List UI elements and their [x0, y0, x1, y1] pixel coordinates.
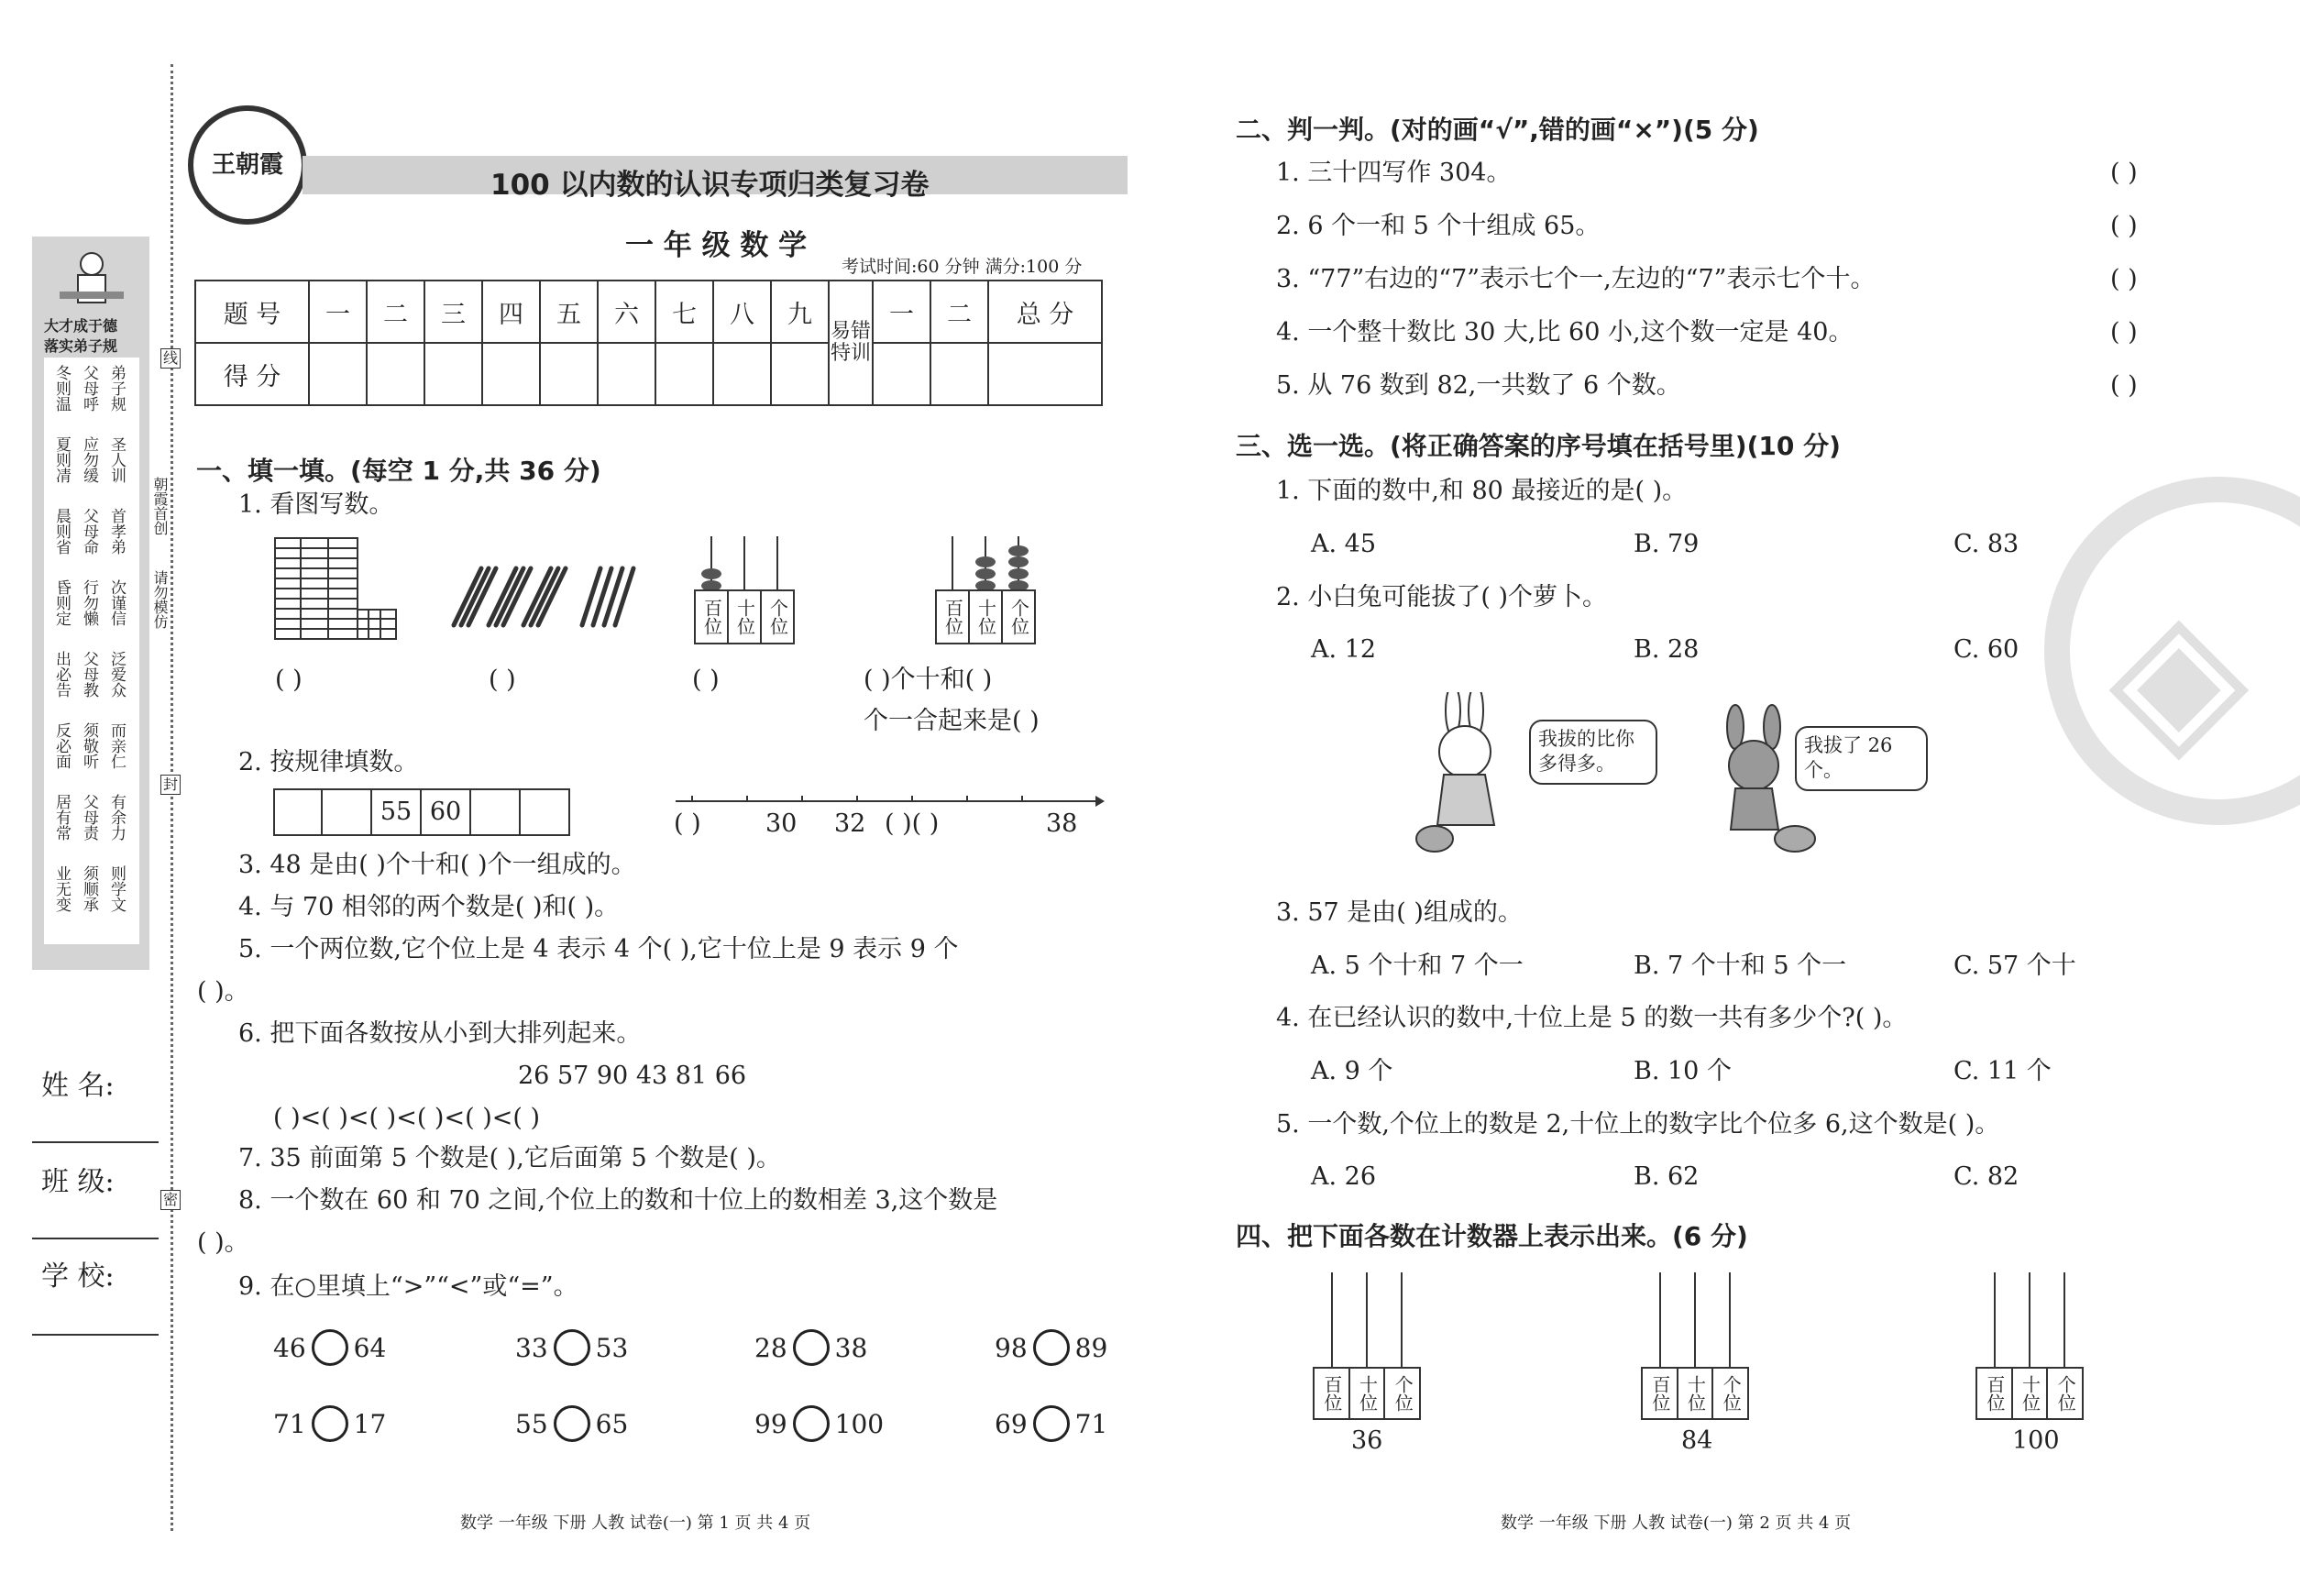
q1-blank-2[interactable]: ( ) [489, 666, 516, 694]
q1-sticks [445, 561, 646, 638]
s3-q4-text[interactable]: 4. 在已经认识的数中,十位上是 5 的数一共有多少个?( )。 [1276, 1004, 1908, 1032]
compare-item[interactable]: 46 64 [273, 1329, 386, 1366]
abacus-label-hundreds: 百位 [696, 591, 729, 643]
s3-q4-option-a[interactable]: A. 9 个 [1311, 1057, 1393, 1085]
motto-column: 应勿缓 [80, 436, 98, 483]
s3-q2-option-c[interactable]: C. 60 [1953, 635, 2019, 664]
motto-column: 父母命 [80, 508, 98, 555]
motto-column: 须顺承 [80, 865, 98, 912]
abacus-label-ones: 个位 [2054, 1375, 2077, 1412]
motto-column: 首孝弟 [107, 508, 126, 555]
seq-box: 55 [372, 788, 422, 836]
class-field[interactable] [32, 1238, 159, 1239]
q2-tick-label[interactable]: ( ) [674, 809, 701, 838]
section-1-title: 一、填一填。(每空 1 分,共 36 分) [196, 456, 601, 486]
seq-box[interactable] [323, 788, 372, 836]
abacus-label-ones: 个位 [1720, 1375, 1743, 1412]
abacus-label-tens: 十位 [1678, 1369, 1714, 1418]
section-2-title: 二、判一判。(对的画“√”,错的画“×”)(5 分) [1236, 115, 1759, 145]
school-field[interactable] [32, 1334, 159, 1336]
judge-item: 4. 一个整十数比 30 大,比 60 小,这个数一定是 40。 [1276, 318, 1854, 347]
score-cell[interactable] [540, 343, 598, 405]
s3-q5-text[interactable]: 5. 一个数,个位上的数是 2,十位上的数字比个位多 6,这个数是( )。 [1276, 1110, 2000, 1139]
q1-abacus-2 [935, 536, 1036, 646]
q6-numbers: 26 57 90 43 81 66 [518, 1062, 747, 1090]
compare-item[interactable]: 98 89 [995, 1329, 1107, 1366]
score-cell[interactable] [930, 343, 988, 405]
s4-number-3: 100 [2012, 1426, 2060, 1455]
q1-blank-3[interactable]: ( ) [692, 666, 720, 694]
binding-mark-1: 线 [160, 348, 181, 369]
motto-column: 父母呼 [80, 365, 98, 412]
q7-text[interactable]: 7. 35 前面第 5 个数是( ),它后面第 5 个数是( )。 [238, 1144, 781, 1172]
motto-column: 圣人训 [107, 436, 126, 483]
score-row-label: 得 分 [195, 343, 309, 405]
motto-column: 反必面 [52, 722, 71, 769]
compare-circle [312, 1405, 348, 1442]
motto-column: 有余力 [107, 794, 126, 841]
motto-column: 居有常 [52, 794, 71, 841]
motto-column: 出必告 [52, 651, 71, 698]
sidebar-illustration [50, 246, 133, 310]
q2-tick-label: 32 [834, 809, 866, 838]
motto-column: 则学文 [107, 865, 126, 912]
motto-column: 须敬听 [80, 722, 98, 769]
compare-item[interactable]: 55 65 [515, 1405, 628, 1442]
s4-number-2: 84 [1681, 1426, 1713, 1455]
s3-q2-option-a[interactable]: A. 12 [1311, 635, 1377, 664]
s3-q3-option-a[interactable]: A. 5 个十和 7 个一 [1311, 952, 1524, 980]
abacus-label-tens: 十位 [2013, 1369, 2049, 1418]
section-3-title: 三、选一选。(将正确答案的序号填在括号里)(10 分) [1236, 431, 1841, 461]
q8-text-b[interactable]: ( )。 [197, 1228, 249, 1257]
abacus-label-ones: 个位 [766, 599, 789, 635]
motto-column: 行勿懒 [80, 579, 98, 626]
name-field[interactable] [32, 1141, 159, 1143]
compare-item[interactable]: 99 100 [754, 1405, 884, 1442]
score-header-cell: 六 [598, 281, 655, 343]
score-cell[interactable] [424, 343, 482, 405]
score-header-cell: 一 [873, 281, 930, 343]
score-cell[interactable] [713, 343, 771, 405]
motto-column: 冬则温 [52, 365, 71, 412]
score-header-cell: 九 [771, 281, 829, 343]
speech-bubble-1: 我拔的比你多得多。 [1529, 720, 1657, 785]
q3-text[interactable]: 3. 48 是由( )个十和( )个一组成的。 [238, 851, 636, 879]
abacus-label-hundreds: 百位 [1315, 1369, 1350, 1418]
score-header-cell: 一 [309, 281, 367, 343]
motto-column: 弟子规 [107, 365, 126, 412]
s3-q1-option-a[interactable]: A. 45 [1311, 530, 1377, 558]
judge-item: 3. “77”右边的“7”表示七个一,左边的“7”表示七个十。 [1276, 265, 1876, 293]
page-footer-left: 数学 一年级 下册 人教 试卷(一) 第 1 页 共 4 页 [460, 1513, 811, 1533]
binding-mark-2: 封 [160, 775, 181, 795]
q6-order-line[interactable]: ( )<( )<( )<( )<( )<( ) [273, 1104, 541, 1132]
q6-text: 6. 把下面各数按从小到大排列起来。 [238, 1019, 642, 1048]
binding-dotted-line [171, 64, 173, 1531]
school-label: 学 校: [41, 1260, 115, 1293]
score-cell[interactable] [482, 343, 540, 405]
compare-circle [1033, 1329, 1070, 1366]
q1-blank-1[interactable]: ( ) [275, 666, 303, 694]
motto-column: 而亲仁 [107, 722, 126, 769]
compare-circle [793, 1405, 830, 1442]
score-cell[interactable] [988, 343, 1102, 405]
judge-answer-blank[interactable]: ( ) [2110, 212, 2138, 240]
abacus-label-tens: 十位 [729, 591, 762, 643]
judge-answer-blank[interactable]: ( ) [2110, 159, 2138, 187]
page-footer-right: 数学 一年级 下册 人教 试卷(一) 第 2 页 共 4 页 [1501, 1513, 1852, 1533]
s3-q3-option-c[interactable]: C. 57 个十 [1953, 952, 2076, 980]
seq-box[interactable] [521, 788, 570, 836]
abacus-label-hundreds: 百位 [1643, 1369, 1678, 1418]
page-title: 100 以内数的认识专项归类复习卷 [490, 169, 930, 202]
judge-answer-blank[interactable]: ( ) [2110, 318, 2138, 347]
s3-q1-option-c[interactable]: C. 83 [1953, 530, 2019, 558]
binding-mark-3: 密 [160, 1190, 181, 1210]
brand-logo [188, 105, 307, 225]
strip-text-1: 朝霞首创 [151, 477, 169, 535]
motto-column: 夏则凊 [52, 436, 71, 483]
judge-answer-blank[interactable]: ( ) [2110, 265, 2138, 293]
q1-last-line-2[interactable]: 个一合起来是( ) [864, 707, 1040, 735]
q1-text: 1. 看图写数。 [238, 490, 394, 519]
s4-abacus-3[interactable] [1975, 1272, 2084, 1419]
judge-item: 1. 三十四写作 304。 [1276, 159, 1512, 187]
s4-number-1: 36 [1351, 1426, 1383, 1455]
q5-text-b[interactable]: ( )。 [197, 977, 249, 1006]
motto-column: 次谨信 [107, 579, 126, 626]
sidebar-caption-2: 落实弟子规 [44, 337, 118, 355]
s4-abacus-1[interactable] [1313, 1272, 1421, 1419]
q1-hundred-block [273, 536, 400, 645]
rabbit-white-illustration [1403, 692, 1549, 857]
q5-text-a[interactable]: 5. 一个两位数,它个位上是 4 表示 4 个( ),它十位上是 9 表示 9 个 [238, 935, 959, 963]
motto-column: 父母教 [80, 651, 98, 698]
s3-q5-option-b[interactable]: B. 62 [1634, 1162, 1700, 1191]
s3-q1-text[interactable]: 1. 下面的数中,和 80 最接近的是( )。 [1276, 477, 1688, 505]
score-header-cell: 七 [655, 281, 713, 343]
q9-text: 9. 在○里填上“>”“<”或“=”。 [238, 1272, 578, 1301]
section-4-title: 四、把下面各数在计数器上表示出来。(6 分) [1236, 1221, 1748, 1251]
abacus-label-hundreds: 百位 [1977, 1369, 2013, 1418]
page-subtitle: 一 年 级 数 学 [625, 229, 808, 262]
compare-item[interactable]: 69 71 [995, 1405, 1107, 1442]
s3-q3-option-b[interactable]: B. 7 个十和 5 个一 [1634, 952, 1847, 980]
score-header-cell: 八 [713, 281, 771, 343]
brand-name: 王朝霞 [211, 151, 283, 179]
score-header-cell: 五 [540, 281, 598, 343]
sidebar-caption-1: 大才成于德 [44, 317, 118, 335]
score-cell[interactable] [771, 343, 829, 405]
exam-info: 考试时间:60 分钟 满分:100 分 [842, 257, 1083, 277]
abacus-label-tens: 十位 [1350, 1369, 1386, 1418]
score-header-cell: 二 [930, 281, 988, 343]
score-header-label: 题 号 [195, 281, 309, 343]
judge-item: 2. 6 个一和 5 个十组成 65。 [1276, 212, 1601, 240]
q2-tick-label: 38 [1046, 809, 1078, 838]
score-header-cell: 三 [424, 281, 482, 343]
s3-q4-option-c[interactable]: C. 11 个 [1953, 1057, 2052, 1085]
s3-q1-option-b[interactable]: B. 79 [1634, 530, 1700, 558]
seq-box: 60 [422, 788, 471, 836]
class-label: 班 级: [41, 1166, 115, 1198]
seq-box[interactable] [273, 788, 323, 836]
compare-item[interactable]: 33 53 [515, 1329, 628, 1366]
judge-item: 5. 从 76 数到 82,一共数了 6 个数。 [1276, 371, 1681, 400]
compare-circle [793, 1329, 830, 1366]
judge-answer-blank[interactable]: ( ) [2110, 371, 2138, 400]
speech-bubble-2: 我拔了 26 个。 [1795, 726, 1928, 791]
score-header-cell: 四 [482, 281, 540, 343]
s3-q4-option-b[interactable]: B. 10 个 [1634, 1057, 1732, 1085]
s3-q2-option-b[interactable]: B. 28 [1634, 635, 1700, 664]
abacus-label-ones: 个位 [1007, 599, 1030, 635]
score-cell[interactable] [873, 343, 930, 405]
watermark-seal-mark: ◈ [2108, 568, 2250, 782]
score-cell[interactable] [598, 343, 655, 405]
s3-q3-text[interactable]: 3. 57 是由( )组成的。 [1276, 898, 1523, 927]
score-cell[interactable] [367, 343, 424, 405]
motto-column: 业无变 [52, 865, 71, 912]
motto-column: 泛爱众 [107, 651, 126, 698]
q2-tick-label[interactable]: ( )( ) [885, 809, 940, 838]
q2-sequence-boxes [273, 788, 570, 836]
compare-circle [1033, 1405, 1070, 1442]
q4-text[interactable]: 4. 与 70 相邻的两个数是( )和( )。 [238, 893, 620, 921]
motto-column: 昏则定 [52, 579, 71, 626]
strip-text-2: 请勿模仿 [151, 570, 169, 629]
s3-q2-text[interactable]: 2. 小白兔可能拔了( )个萝卜。 [1276, 583, 1607, 611]
q1-last-line-1[interactable]: ( )个十和( ) [864, 666, 993, 694]
s3-q5-option-c[interactable]: C. 82 [1953, 1162, 2019, 1191]
score-header-cell: 易错特训 [829, 281, 873, 405]
score-cell[interactable] [309, 343, 367, 405]
abacus-label-ones: 个位 [1392, 1375, 1414, 1412]
score-cell[interactable] [655, 343, 713, 405]
motto-column: 晨则省 [52, 508, 71, 555]
compare-circle [554, 1405, 590, 1442]
compare-circle [554, 1329, 590, 1366]
motto-column: 父母责 [80, 794, 98, 841]
q1-abacus-1 [694, 536, 795, 646]
compare-item[interactable]: 71 17 [273, 1405, 386, 1442]
score-table [194, 280, 1103, 406]
abacus-label-hundreds: 百位 [937, 591, 970, 643]
s4-abacus-2[interactable] [1641, 1272, 1749, 1419]
seq-box[interactable] [471, 788, 521, 836]
score-header-total: 总 分 [988, 281, 1102, 343]
score-header-cell: 二 [367, 281, 424, 343]
compare-circle [312, 1329, 348, 1366]
name-label: 姓 名: [41, 1070, 115, 1102]
abacus-label-tens: 十位 [970, 591, 1003, 643]
q2-text: 2. 按规律填数。 [238, 748, 419, 776]
q2-tick-label: 30 [765, 809, 798, 838]
q8-text-a[interactable]: 8. 一个数在 60 和 70 之间,个位上的数和十位上的数相差 3,这个数是 [238, 1186, 998, 1215]
compare-item[interactable]: 28 38 [754, 1329, 867, 1366]
s3-q5-option-a[interactable]: A. 26 [1311, 1162, 1377, 1191]
